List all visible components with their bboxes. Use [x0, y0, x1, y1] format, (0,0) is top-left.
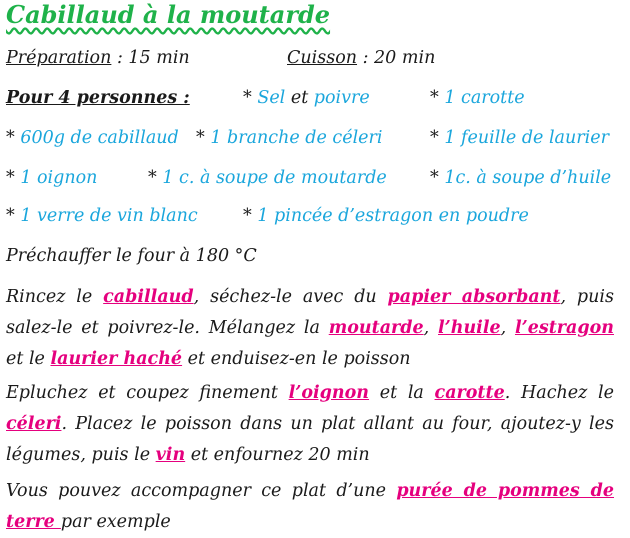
- prep-time: [6, 48, 190, 68]
- step-text: ,: [423, 318, 438, 338]
- cook-value: : 20 min: [357, 48, 436, 68]
- step-preheat: Préchauffer le four à 180 °C: [6, 246, 257, 266]
- bullet: *: [6, 128, 21, 148]
- keyword-bay-leaf: laurier haché: [50, 349, 183, 369]
- ingredient-wine-label: 1 verre de vin blanc: [20, 206, 198, 226]
- ingredient-tarragon-label: 1 pincée d’estragon en poudre: [257, 206, 529, 226]
- step-text: Rincez le: [6, 287, 104, 307]
- ingredient-cod-label: 600g de cabillaud: [20, 128, 179, 148]
- keyword-tarragon: l’estragon: [514, 318, 614, 338]
- ingredient-tarragon: [243, 206, 529, 226]
- ingredient-bay-leaf: [430, 128, 609, 148]
- step-text: et le: [6, 349, 51, 369]
- keyword-wine: vin: [155, 445, 186, 465]
- ingredient-wine: [6, 206, 198, 226]
- bullet: *: [243, 88, 258, 108]
- ingredient-mustard-label: 1 c. à soupe de moutarde: [162, 168, 387, 188]
- bullet: *: [430, 128, 445, 148]
- bullet: *: [148, 168, 163, 188]
- cook-time: [287, 48, 435, 68]
- keyword-oil: l’huile: [438, 318, 501, 338]
- step-text: et enfournez 20 min: [185, 445, 370, 465]
- step-text: et la: [369, 383, 435, 403]
- keyword-celery: céleri: [6, 414, 62, 434]
- ingredient-onion-label: 1 oignon: [20, 168, 98, 188]
- cook-label: Cuisson: [287, 48, 358, 68]
- prep-value: : 15 min: [111, 48, 190, 68]
- bullet: *: [430, 168, 445, 188]
- bullet: *: [430, 88, 445, 108]
- bullet: *: [6, 168, 21, 188]
- step-prepare-fish: [6, 282, 614, 375]
- ingredient-oil-label: 1c. à soupe d’huile: [444, 168, 612, 188]
- step-text: . Placez le poisson dans un plat allant au four, ajoutez-y les légumes, puis le: [6, 414, 614, 465]
- prep-label: Préparation: [6, 48, 112, 68]
- ingredient-celery-label: 1 branche de céleri: [210, 128, 383, 148]
- keyword-onion: l’oignon: [288, 383, 370, 403]
- bullet: *: [6, 206, 21, 226]
- ingredient-celery: [196, 128, 382, 148]
- ingredient-onion: [6, 168, 97, 188]
- bullet: *: [196, 128, 211, 148]
- step-text: , séchez-le avec du: [193, 287, 388, 307]
- keyword-cod: cabillaud: [103, 287, 194, 307]
- step-text: , puis salez-le et poivrez-le. Mélangez la: [6, 287, 614, 338]
- step-text: Vous pouvez accompagner ce plat d’une: [6, 481, 397, 501]
- bullet: *: [243, 206, 258, 226]
- ingredient-carrot: [430, 88, 525, 108]
- ingredient-pepper: poivre: [313, 88, 370, 108]
- step-vegetables: [6, 378, 614, 471]
- ingredient-bay-leaf-label: 1 feuille de laurier: [444, 128, 609, 148]
- keyword-paper: papier absorbant: [387, 287, 561, 307]
- keyword-mashed-potatoes: purée de pommes de terre: [6, 481, 614, 532]
- ingredient-mustard: [148, 168, 387, 188]
- keyword-mustard: moutarde: [328, 318, 424, 338]
- keyword-carrot: carotte: [434, 383, 505, 403]
- step-text: ,: [500, 318, 515, 338]
- step-serving-suggestion: [6, 476, 614, 538]
- step-text: . Hachez le: [504, 383, 615, 403]
- ingredient-salt-pepper: [243, 88, 370, 108]
- recipe-title: Cabillaud à la moutarde: [6, 0, 331, 29]
- step-text: et enduisez-en le poisson: [182, 349, 411, 369]
- ingredient-and: et: [285, 88, 314, 108]
- step-text: par exemple: [60, 512, 171, 532]
- ingredient-carrot-label: 1 carotte: [444, 88, 525, 108]
- ingredient-oil: [430, 168, 611, 188]
- servings: Pour 4 personnes :: [6, 88, 190, 108]
- ingredient-cod: [6, 128, 179, 148]
- step-text: Epluchez et coupez finement: [6, 383, 289, 403]
- ingredient-salt: Sel: [257, 88, 286, 108]
